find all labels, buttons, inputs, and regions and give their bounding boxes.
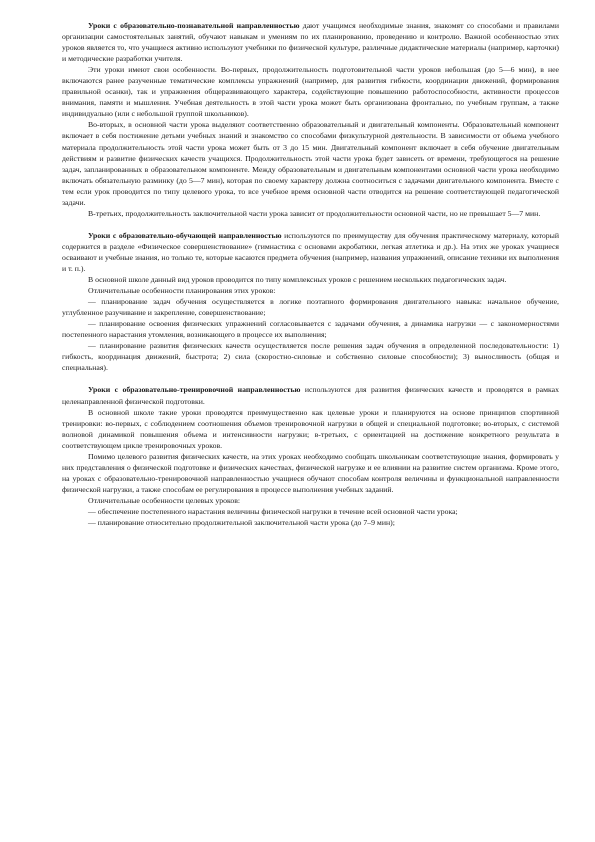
paragraph: Уроки с образовательно-тренировочной направленностью используются для развития физических качеств и проводятся в рамках целенаправленной физической подготовки. (62, 385, 559, 406)
list-item: — планирование освоения физических упражнений согласовывается с задачами обучения, а динамика нагрузки — с закономерностями постепенного нарастания утомления, возникающего в процессе их выполнения; (62, 319, 559, 340)
paragraph: Уроки с образовательно-познавательной направленностью дают учащимся необходимые знания, знакомят со способами и правилами организации самостоятельных занятий, обучают навыкам и умениям по их планированию, проведению и контролю. Важной особенностью этих уроков является то, что учащиеся активно используют учебники по физической культуре, различные дидактические материалы (например, карточки) и методические разработки учителя. (62, 21, 559, 64)
paragraph: Эти уроки имеют свои особенности. Во-первых, продолжительность подготовительной части уроков небольшая (до 5—6 мин), в нее включаются ранее разученные тематические комплексы упражнений (например, для развития гибкости, координации движений, формирования правильной осанки), так и упражнения общеразвивающего характера, содействующие повышению работоспособности, активности процессов внимания, памяти и мышления. Учебная деятельность в этой части урока может быть организована фронтально, по учебным группам, а также индивидуально (или с небольшой группой школьников). (62, 65, 559, 119)
paragraph: Уроки с образовательно-обучающей направленностью используются по преимуществу для обучения практическому материалу, который содержится в разделе «Физическое совершенствование» (гимнастика с основами акробатики, легкая атлетика и др.). На этих же уроках учащиеся осваивают и учебные знания, но только те, которые касаются предмета обучения (например, названия упражнений, описание техники их выполнения и т. п.). (62, 230, 560, 273)
section-gap (62, 219, 559, 230)
paragraph: В основной школе такие уроки проводятся преимущественно как целевые уроки и планируются на основе принципов спортивной тренировки: во-первых, с соблюдением соотношения объемов тренировочной нагрузки в общей и специальной подготовке; во-вторых, с системой волновой динамикой повышения объема и интенсивности нагрузки; в-третьих, с ориентацией на достижение конкретного результата в соответствующем цикле тренировочных уроков. (62, 407, 559, 450)
section-heading: Уроки с образовательно-познавательной направленностью (88, 21, 300, 30)
paragraph: Отличительные особенности целевых уроков: (88, 495, 241, 505)
paragraph: Во-вторых, в основной части урока выделяют соответственно образовательный и двигательный компоненты. Образовательный компонент включает в себя постижение детьми учебных знаний и знакомство со способами физкультурной деятельности. В зависимости от объема учебного материала продолжительность этой части урока может быть от 3 до 15 мин. Двигательный компонент включает в себя обучение двигательным действиям и развитие физических качеств учащихся. Продолжительность этой части урока будет зависеть от времени, требующегося на решение задач, запланированных в образовательном компоненте. Между образовательным и двигательным компонентами основной части урока необходимо включать обязательную разминку (до 5—7 мин), которая по своему характеру должна соотноситься с задачами двигательного компонента. Вместе с тем если урок проводится по типу целевого урока, то все учебное время основной части отводится на решение соответствующей педагогической задачи. (62, 120, 559, 207)
paragraph: Отличительные особенности планирования этих уроков: (88, 286, 276, 296)
section-heading: Уроки с образовательно-тренировочной направленностью (88, 385, 301, 395)
list-item: — планирование относительно продолжительной заключительной части урока (до 7–9 мин); (88, 518, 395, 528)
section-heading: Уроки с образовательно-обучающей направленностью (88, 230, 282, 240)
document-page (62, 20, 559, 528)
list-item: — обеспечение постепенного нарастания величины физической нагрузки в течение всей основной части урока; (88, 506, 458, 516)
paragraph: Помимо целевого развития физических качеств, на этих уроках необходимо сообщать школьникам соответствующие знания, формировать у них представления о физической подготовке и физических качествах, физической нагрузке и ее влиянии на развитие систем организма. Кроме этого, на уроках с образовательно-тренировочной направленностью учащиеся обучают способам контроля величины и функциональной направленности физической нагрузки, а также способам ее регулирования в процессе выполнения учебных заданий. (62, 451, 559, 494)
paragraph: В-третьих, продолжительность заключительной части урока зависит от продолжительности основной части, но не превышает 5—7 мин. (88, 208, 541, 218)
list-item: — планирование развития физических качеств осуществляется после решения задач обучения в определенной последовательности: 1) гибкость, координация движений, быстрота; 2) сила (скоростно-силовые и собственно силовые способности); 3) выносливость (общая и специальная). (62, 341, 559, 373)
list-item: — планирование задач обучения осуществляется в логике поэтапного формирования двигательного навыка: начальное обучение, углубленное разучивание и закрепление, совершенствование; (62, 297, 559, 318)
section-gap (62, 373, 559, 384)
paragraph: В основной школе данный вид уроков проводится по типу комплексных уроков с решением нескольких педагогических задач. (88, 275, 507, 285)
